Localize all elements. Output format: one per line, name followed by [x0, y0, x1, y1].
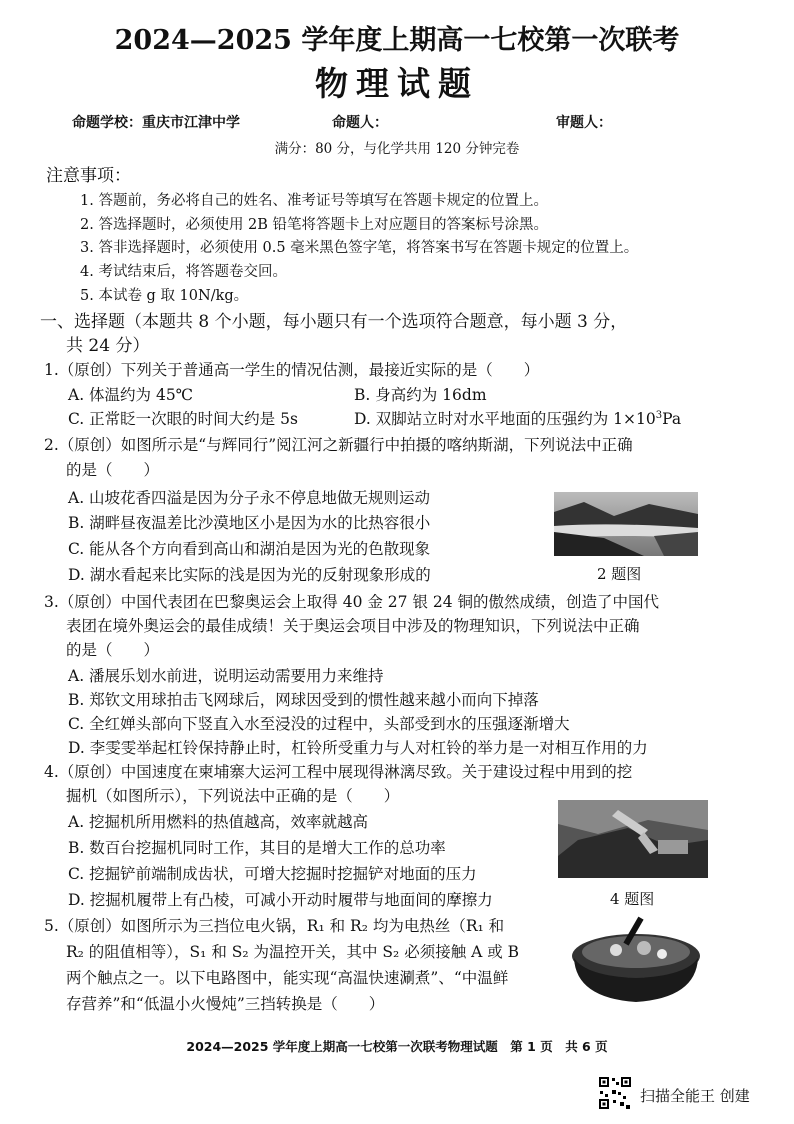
q1-option-a: A. 体温约为 45℃: [68, 386, 194, 404]
q1-option-b: B. 身高约为 16dm: [354, 386, 487, 404]
q4-option-a: A. 挖掘机所用燃料的热值越高，效率就越高: [68, 813, 369, 831]
q4-option-c: C. 挖掘铲前端制成齿状，可增大挖掘时挖掘铲对地面的压力: [68, 865, 477, 883]
exam-title: 2024—2025 学年度上期高一七校第一次联考: [114, 25, 680, 56]
subject-title: 物理试题: [315, 64, 479, 103]
notice-item: 4. 考试结束后，将答题卷交回。: [80, 264, 287, 280]
question-3-stem: 3.（原创）中国代表团在巴黎奥运会上取得 40 金 27 银 24 铜的傲然成绩，创造了中国代: [44, 593, 660, 611]
page-footer: 2024—2025 学年度上期高一七校第一次联考物理试题 第 1 页 共 6 页: [186, 1039, 608, 1054]
q2-option-c: C. 能从各个方向看到高山和湖泊是因为光的色散现象: [68, 540, 431, 558]
notice-item: 3. 答非选择题时，必须使用 0.5 毫米黑色签字笔，将答案书写在答题卡规定的位置上。: [80, 240, 639, 256]
question-2-stem: 2.（原创）如图所示是“与辉同行”阅江河之新疆行中拍摄的喀纳斯湖，下列说法中正确: [44, 436, 633, 454]
notice-item: 5. 本试卷 g 取 10N/kg。: [80, 288, 249, 304]
q3-option-c: C. 全红婵头部向下竖直入水至浸没的过程中，头部受到水的压强逐渐增大: [68, 715, 570, 733]
lake-photo: [554, 492, 698, 556]
question-3-stem-cont: 的是（ ）: [66, 641, 160, 659]
q2-option-b: B. 湖畔昼夜温差比沙漠地区小是因为水的比热容很小: [68, 514, 431, 532]
q3-option-a: A. 潘展乐划水前进，说明运动需要用力来维持: [68, 667, 384, 685]
section-heading-cont: 共 24 分）: [66, 336, 150, 356]
question-4-stem-cont: 掘机（如图所示），下列说法中正确的是（ ）: [66, 787, 400, 805]
qr-code-icon: [598, 1076, 632, 1110]
q1-option-d: D. 双脚站立时对水平地面的压强约为 $1\times 10^3Pa$: [354, 409, 682, 428]
q3-option-d: D. 李雯雯举起杠铃保持静止时，杠铃所受重力与人对杠铃的举力是一对相互作用的力: [68, 739, 648, 757]
reviewer-label: 审题人：: [556, 115, 612, 131]
question-5-stem: 5.（原创）如图所示为三挡位电火锅，R₁ 和 R₂ 均为电热丝（R₁ 和: [44, 917, 505, 935]
hotpot-photo: [566, 912, 706, 1008]
question-1-stem: 1.（原创）下列关于普通高一学生的情况估测，最接近实际的是（ ）: [44, 361, 540, 379]
question-5-stem-cont: 两个触点之一。以下电路图中，能实现“高温快速涮煮”、“中温鲜: [66, 969, 509, 987]
section-heading: 一、选择题（本题共 8 个小题，每小题只有一个选项符合题意，每小题 3 分，: [40, 312, 628, 332]
q1-option-c: C. 正常眨一次眼的时间大约是 5s: [68, 410, 298, 428]
school-label: 命题学校：重庆市江津中学: [72, 115, 240, 131]
figure-2-caption: 2 题图: [597, 565, 642, 583]
q3-option-b: B. 郑钦文用球拍击飞网球后，网球因受到的惯性越来越小而向下掉落: [68, 691, 539, 709]
q2-option-d: D. 湖水看起来比实际的浅是因为光的反射现象形成的: [68, 566, 431, 584]
scanner-brand: 扫描全能王 创建: [640, 1087, 750, 1105]
author-label: 命题人：: [332, 115, 388, 131]
notice-item: 2. 答选择题时，必须使用 2B 铅笔将答题卡上对应题目的答案标号涂黑。: [80, 217, 549, 233]
figure-4-caption: 4 题图: [610, 890, 655, 908]
q4-option-b: B. 数百台挖掘机同时工作，其目的是增大工作的总功率: [68, 839, 446, 857]
notice-heading: 注意事项：: [46, 166, 131, 186]
q4-option-d: D. 挖掘机履带上有凸棱，可减小开动时履带与地面间的摩擦力: [68, 891, 493, 909]
question-2-stem-cont: 的是（ ）: [66, 461, 160, 479]
question-3-stem-cont: 表团在境外奥运会的最佳成绩！关于奥运会项目中涉及的物理知识，下列说法中正确: [66, 617, 640, 635]
notice-item: 1. 答题前，务必将自己的姓名、准考证号等填写在答题卡规定的位置上。: [80, 193, 548, 209]
score-info: 满分：80 分，与化学共用 120 分钟完卷: [274, 141, 520, 157]
question-5-stem-cont: 存营养”和“低温小火慢炖”三挡转换是（ ）: [66, 995, 385, 1013]
question-5-stem-cont: R₂ 的阻值相等），S₁ 和 S₂ 为温控开关，其中 S₂ 必须接触 A 或 B: [66, 943, 520, 961]
question-4-stem: 4.（原创）中国速度在柬埔寨大运河工程中展现得淋漓尽致。关于建设过程中用到的挖: [44, 763, 633, 781]
excavator-photo: [558, 800, 708, 878]
q2-option-a: A. 山坡花香四溢是因为分子永不停息地做无规则运动: [68, 489, 431, 507]
